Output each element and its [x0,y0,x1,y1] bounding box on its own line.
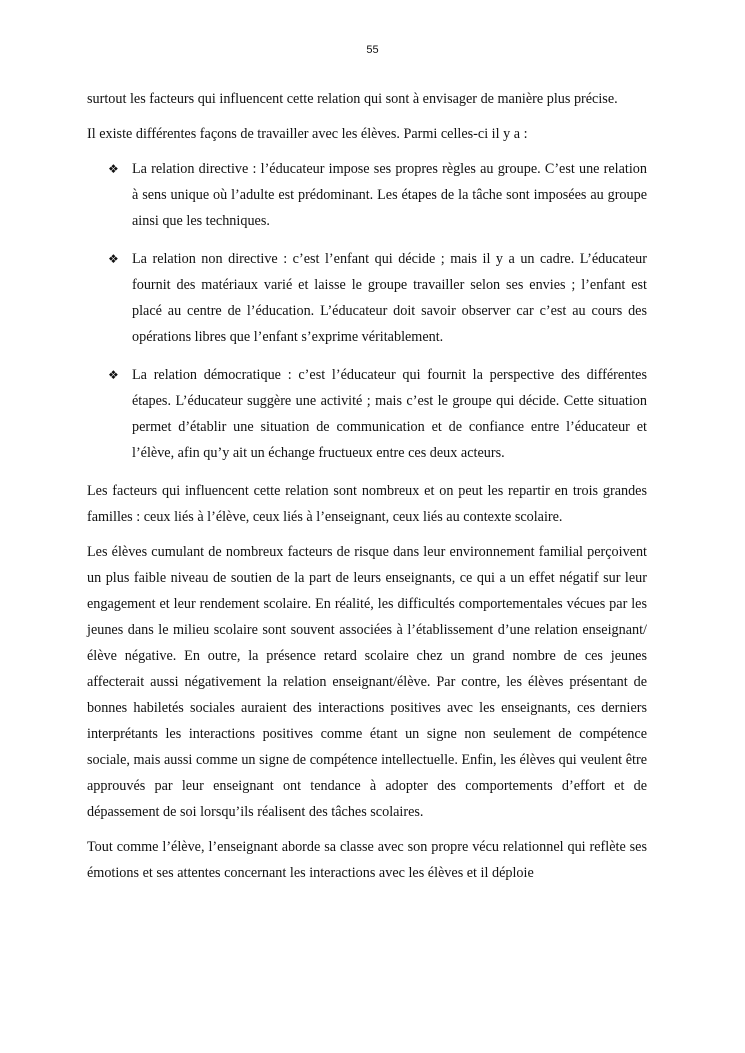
list-item-text: La relation directive : l’éducateur impose ses propres règles au groupe. C’est une relation à sens unique où l’adulte est prédominant. Les étapes de la tâche sont imposées au groupe ainsi que les techniques. [132,161,647,229]
four-diamond-bullet-icon: ❖ [108,368,119,382]
four-diamond-bullet-icon: ❖ [108,252,119,266]
list-item-democratic [87,362,647,466]
paragraph-factor-families: Les facteurs qui influencent cette relation sont nombreux et on peut les repartir en trois grandes familles : ceux liés à l’élève, ceux liés à l’enseignant, ceux liés au contexte scolaire. [87,483,647,525]
paragraph-list-lead: Il existe différentes façons de travailler avec les élèves. Parmi celles-ci il y a : [87,126,528,142]
list-item-text: La relation non directive : c’est l’enfant qui décide ; mais il y a un cadre. L’éducateur fournit des matériaux varié et laisse le groupe travailler selon ses envies ; l’enfant est placé au centre de l’éducation. L’éducateur doit savoir observer car c’est au cours des opérations libres que l’enfant s’exprime véritablement. [132,251,647,345]
paragraph-student-factors: Les élèves cumulant de nombreux facteurs de risque dans leur environnement familial perçoivent un plus faible niveau de soutien de la part de leurs enseignants, ce qui a un effet négatif sur leur engagement et leur rendement scolaire. En réalité, les difficultés comportementales vécues par les jeunes dans le milieu scolaire sont souvent associées à l’établissement d’une relation enseignant/élève négative. En outre, la présence retard scolaire chez un grand nombre de ces jeunes affecterait aussi négativement la relation enseignant/élève. Par contre, les élèves présentant de bonnes habiletés sociales auraient des interactions positives avec les enseignants, ces derniers interprétants les interactions positives comme étant un signe non seulement de compétence sociale, mais aussi comme un signe de compétence intellectuelle. Enfin, les élèves qui veulent être approuvés par leur enseignant ont tendance à adopter des comportements d’effort et de dépassement de soi lorsqu’ils réalisent des tâches scolaires. [87,544,647,820]
page-number: 55 [366,44,379,56]
list-item-non-directive [87,246,647,350]
list-item-text: La relation démocratique : c’est l’éducateur qui fournit la perspective des différentes étapes. L’éducateur suggère une activité ; mais c’est le groupe qui décide. Cette situation permet d’établir une situation de communication et de confiance entre l’éducateur et l’élève, afin qu’y ait un échange fructueux entre ces deux acteurs. [132,367,647,461]
paragraph-intro: surtout les facteurs qui influencent cette relation qui sont à envisager de manière plus précise. [87,91,618,107]
relation-types-list [87,156,647,466]
four-diamond-bullet-icon: ❖ [108,162,119,176]
list-item-directive [87,156,647,234]
paragraph-teacher-factors: Tout comme l’élève, l’enseignant aborde sa classe avec son propre vécu relationnel qui reflète ses émotions et ses attentes concernant les interactions avec les élèves et il déploie [87,839,647,881]
page-body [87,86,647,895]
